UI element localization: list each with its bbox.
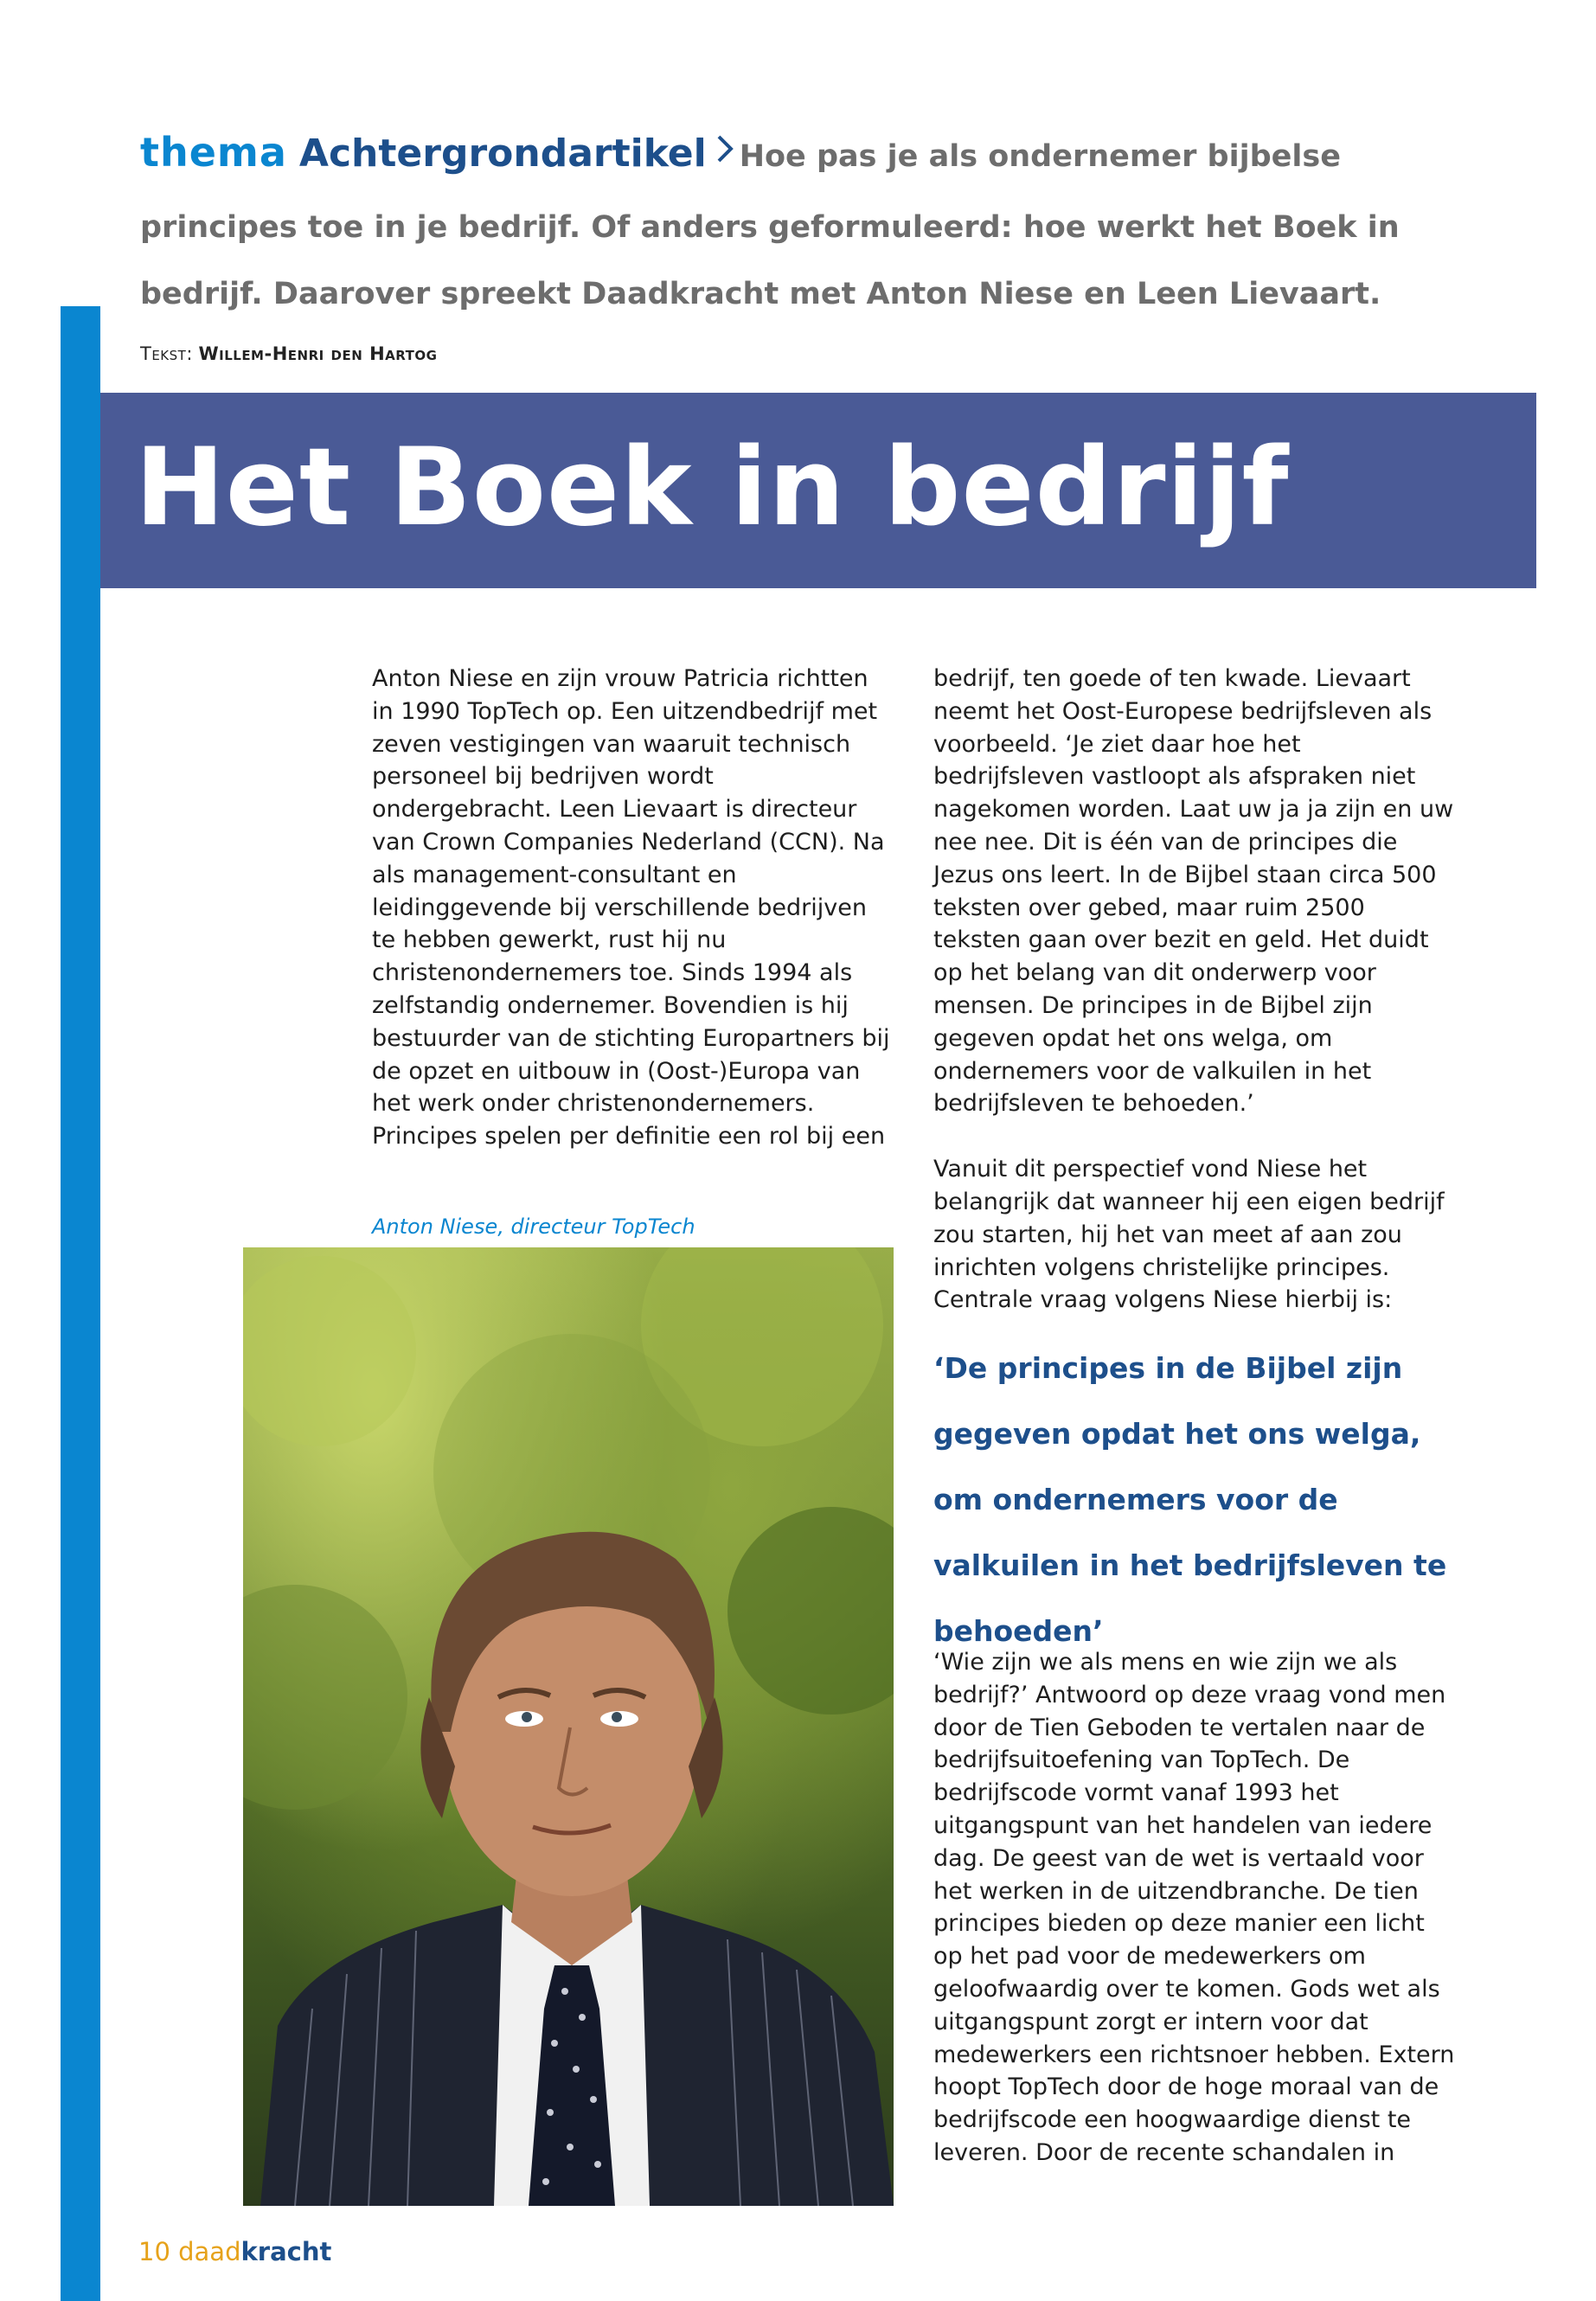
brand-daad: daad — [178, 2237, 241, 2266]
chevron-right-icon — [715, 121, 734, 188]
column-right-lower — [933, 1646, 1461, 2170]
byline-author: Willem-Henri den Hartog — [198, 343, 438, 364]
page-footer — [138, 2237, 331, 2266]
thema-label: thema — [140, 129, 287, 176]
byline-label: Tekst: — [140, 343, 193, 364]
intro-header — [140, 119, 1472, 328]
page-number: 10 — [138, 2237, 170, 2266]
paragraph-right-1: bedrijf, ten goede of ten kwade. Lievaart neemt het Oost-Europese bedrijfsleven als voorbeeld. ‘Je ziet daar hoe het bedrijfsleven vastloopt als afspraken niet nagekomen worden. Laat uw ja ja zijn en uw nee nee. Dit is één van de principes die Jezus ons leert. In de Bijbel staan circa 500 teksten over gebed, maar ruim 2500 teksten gaan over bezit en geld. Het duidt op het belang van dit onderwerp voor mensen. De principes in de Bijbel zijn gegeven opdat het ons welga, om ondernemers voor de valkuilen in het bedrijfsleven te behoeden.’ — [933, 665, 1454, 1118]
paragraph-right-3: ‘Wie zijn we als mens en wie zijn we als bedrijf?’ Antwoord op deze vraag vond men door de Tien Geboden te vertalen naar de bedrijfsuitoefening van TopTech. De bedrijfscode vormt vanaf 1993 het uitgangspunt van het handelen van iedere dag. De geest van de wet is vertaald voor het werken in de uitzendbranche. De tien principes bieden op deze manier een licht op het pad voor de medewerkers om geloofwaardig over te komen. Gods wet als uitgangspunt zorgt er intern voor dat medewerkers een richtsnoer hebben. Extern hoopt TopTech door de hoge moraal van de bedrijfscode een hoogwaardige dienst te leveren. Door de recente schandalen in — [933, 1649, 1455, 2166]
paragraph-right-2: Vanuit dit perspectief vond Niese het belangrijk dat wanneer hij een eigen bedrijf zou starten, hij het van meet af aan zou inrichten volgens christelijke principes. Centrale vraag volgens Niese hierbij is: — [933, 1156, 1445, 1314]
paragraph-left: Anton Niese en zijn vrouw Patricia richtten in 1990 TopTech op. Een uitzendbedrijf met zeven vestigingen van waaruit technisch personeel bij bedrijven wordt ondergebracht. Leen Lievaart is directeur van Crown Companies Nederland (CCN). Na als management-consultant en leidinggevende bij verschillende bedrijven te hebben gewerkt, rust hij nu christenondernemers toe. Sinds 1994 als zelfstandig ondernemer. Bovendien is hij bestuurder van de stichting Europartners bij de opzet en uitbouw in (Oost-)Europa van het werk onder christenondernemers. Principes spelen per definitie een rol bij een — [372, 665, 890, 1150]
byline — [140, 343, 437, 364]
photo-caption: Anton Niese, directeur TopTech — [372, 1215, 695, 1239]
article-title: Het Boek in bedrijf — [135, 426, 1290, 550]
section-label: Achtergrondartikel — [298, 131, 707, 176]
portrait-illustration — [243, 1247, 894, 2206]
column-left — [372, 663, 893, 1153]
portrait-photo — [243, 1247, 894, 2206]
title-band — [100, 393, 1536, 588]
pull-quote: ‘De principes in de Bijbel zijn gegeven opdat het ons welga, om ondernemers voor de valkuilen in het bedrijfsleven te behoeden’ — [933, 1351, 1447, 1648]
left-accent-bar — [61, 306, 100, 2301]
intro-text: Hoe pas je als ondernemer bijbelse principes toe in je bedrijf. Of anders geformuleerd: hoe werkt het Boek in bedrijf. Daarover spreekt Daadkracht met Anton Niese en Leen Lievaart. — [140, 139, 1400, 311]
column-right — [933, 663, 1457, 1317]
brand-kracht: kracht — [240, 2237, 332, 2266]
